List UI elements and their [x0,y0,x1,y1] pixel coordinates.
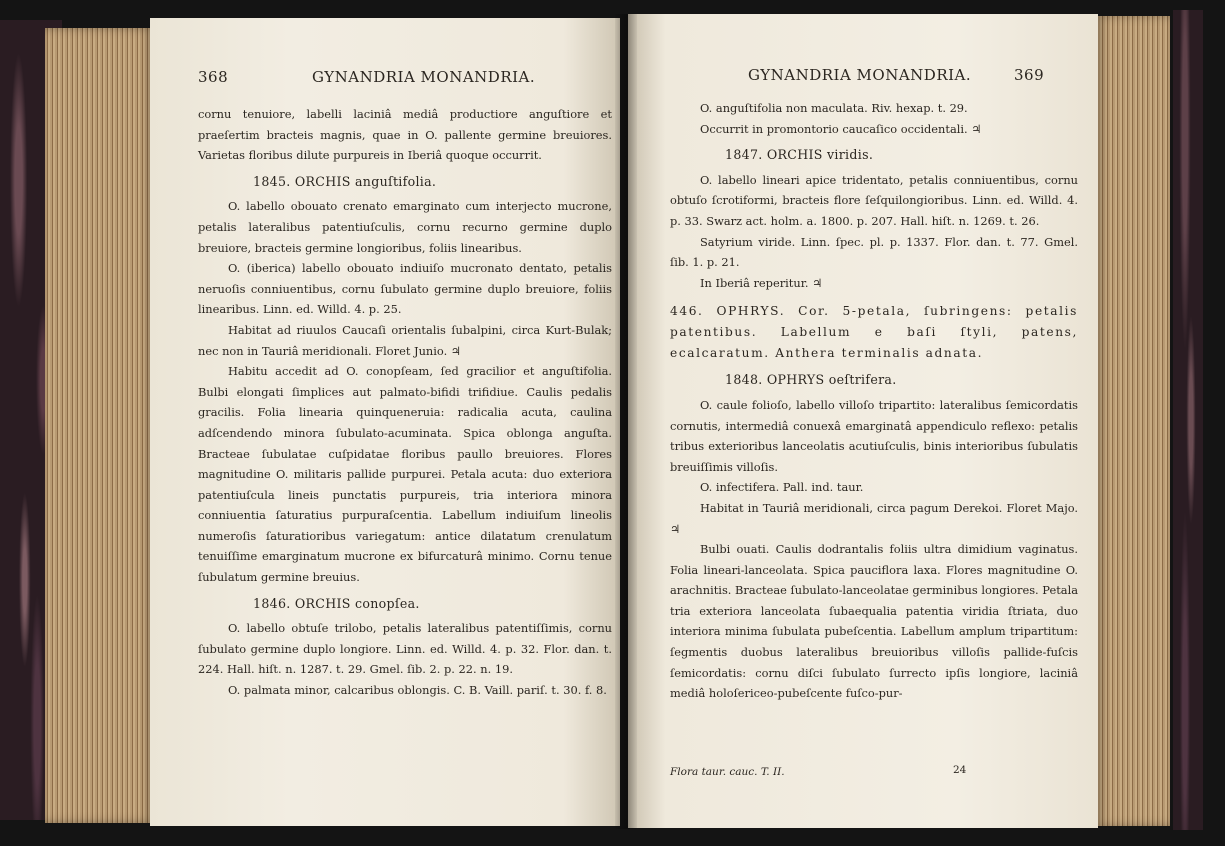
species-heading: 1848. OPHRYS oeſtrifera. [725,372,897,388]
paragraph: Occurrit in promontorio caucaſico occidentali. ♃ [700,121,982,136]
left-page-number: 368 [198,68,229,86]
right-page [628,14,1098,828]
page-edges-right [1095,16,1170,826]
left-page [150,18,620,826]
paragraph: O. palmata minor, calcaribus oblongis. C. B. Vaill. pariſ. t. 30. f. 8. [228,683,607,698]
species-heading: 1845. ORCHIS anguſtifolia. [253,173,437,189]
paragraph: O. labello obouato crenato emarginato cum interjecto mucrone, petalis lateralibus patentiuſculis, cornu recurno germine duplo breuiore, bracteis germine longioribus, foliis linearibus. [198,199,612,255]
right-running-head: GYNANDRIA MONANDRIA. [748,66,972,84]
paragraph: Habitat in Tauriâ meridionali, circa pagum Derekoi. Floret Majo. ♃ [670,500,1078,536]
footer-sheet-number: 24 [953,764,967,776]
right-body [670,98,1078,704]
paragraph: In Iberiâ reperitur. ♃ [700,275,823,290]
species-heading: 1847. ORCHIS viridis. [725,147,874,163]
genus-description: 446. OPHRYS. Cor. 5-petala, ſubringens: petalis patentibus. Labellum e baſi ſtyli, patens, ecalcaratum. Anthera terminalis adnata. [670,304,1078,361]
paragraph: Habitat ad riuulos Caucaſi orientalis ſubalpini, circa Kurt-Bulak; nec non in Tauriâ meridionali. Floret Junio. ♃ [198,322,612,358]
paragraph: O. infectifera. Pall. ind. taur. [700,480,864,495]
footer-signature: Flora taur. cauc. T. II. [670,766,785,778]
marbled-cover-right [1173,10,1203,830]
species-heading: 1846. ORCHIS conopſea. [253,595,420,611]
paragraph: O. caule folioſo, labello villoſo tripartito: lateralibus ſemicordatis cornutis, intermediâ conuexâ emarginatâ appendiculo reflexo: petalis tribus exterioribus lanceolatis acutiuſculis, binis interioribus ſubulatis breuiſſimis villoſis. [670,397,1078,474]
paragraph: O. anguſtifolia non maculata. Riv. hexap. t. 29. [700,101,968,115]
paragraph: O. labello obtuſe trilobo, petalis lateralibus patentiſſimis, cornu ſubulato germine duplo longiore. Linn. ed. Willd. 4. p. 32. Flor. dan. t. 224. Hall. hiſt. n. 1287. t. 29. Gmel. ſib. 2. p. 22. n. 19. [198,621,612,677]
right-page-number: 369 [1014,66,1045,84]
left-running-head: GYNANDRIA MONANDRIA. [312,68,536,86]
paragraph: O. labello lineari apice tridentato, petalis conniuentibus, cornu obtuſo ſcrotiformi, bracteis flore ſeſquilongioribus. Linn. ed. Willd. 4. p. 33. Swarz act. holm. a. 1800. p. 207. Hall. hiſt. n. 1269. t. 26. [670,172,1078,228]
book-gutter [615,14,637,829]
left-body [198,104,612,701]
page-edges-left [45,28,155,823]
paragraph: O. (iberica) labello obouato indiuiſo mucronato dentato, petalis neruoſis conniuentibus, cornu ſubulato germine duplo breuiore, foliis linearibus. Linn. ed. Willd. 4. p. 25. [198,261,612,317]
paragraph: Satyrium viride. Linn. ſpec. pl. p. 1337. Flor. dan. t. 77. Gmel. ſib. 1. p. 21. [670,234,1078,270]
paragraph: Bulbi ouati. Caulis dodrantalis foliis ultra dimidium vaginatus. Folia lineari-lanceolata. Spica pauciflora laxa. Flores magnitudine O. arachnitis. Bracteae ſubulato-lanceolatae germinibus longiores. Petala tria exteriora lanceolata ſubaequalia patentia viridia ſtriata, duo interiora minima ſubulata pubeſcentia. Labellum amplum tripartitum: ſegmentis duobus lateralibus breuioribus villoſis pallide-fuſcis ſemicordatis: cornu diſci ſubulato ſurrecto ipſis longiore, laciniâ mediâ holoſericeo-pubeſcente fuſco-pur- [670,542,1078,701]
paragraph: cornu tenuiore, labelli laciniâ mediâ productiore anguſtiore et praeſertim bracteis magnis, quae in O. pallente germine breuiores. Varietas floribus dilute purpureis in Iberiâ quoque occurrit. [198,107,612,163]
paragraph: Habitu accedit ad O. conopſeam, ſed gracilior et anguſtifolia. Bulbi elongati ſimplices aut palmato-bifidi trifidiue. Caulis pedalis gracilis. Folia linearia quinqueneruia: radicalia acuta, caulina adſcendendo minora ſubulato-acuminata. Spica oblonga anguſta. Bracteae ſubulatae cuſpidatae floribus paullo breuiores. Flores magnitudine O. militaris pallide purpurei. Petala acuta: duo exteriora patentiuſcula lineis punctatis purpureis, tria interiora minora conniuentia ſaturatius purpuraſcentia. Labellum indiuiſum lineolis numeroſis ſaturatioribus variegatum: antice dilatatum crenulatum tenuiſſime emarginatum mucrone ex bifurcaturâ minimo. Cornu tenue ſubulatum germine breuius. [198,364,612,585]
